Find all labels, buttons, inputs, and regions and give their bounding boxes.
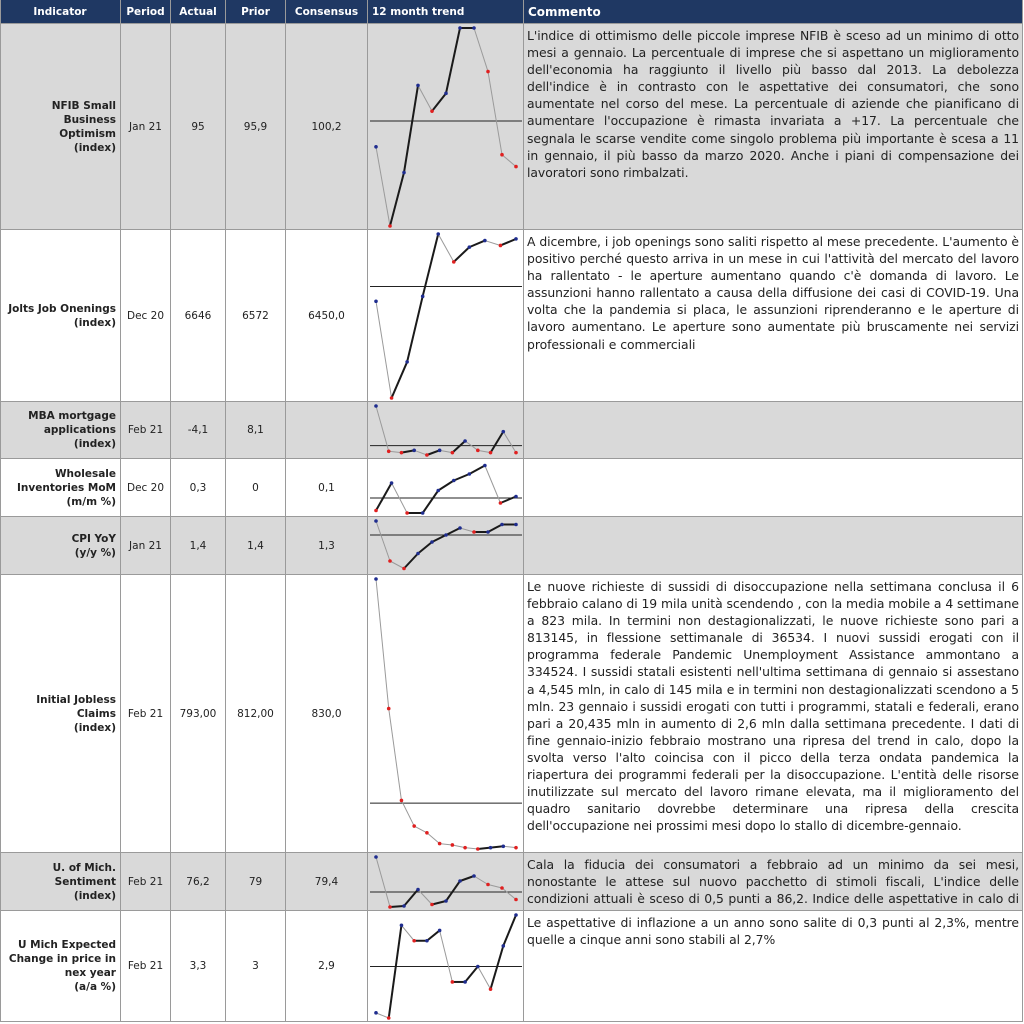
trend-point — [514, 165, 518, 169]
sparkline-nfib — [368, 24, 524, 230]
trend-point — [400, 799, 404, 803]
trend-segment — [502, 888, 516, 900]
trend-point — [430, 903, 434, 907]
trend-cell-jobless — [368, 575, 524, 853]
header-indicator: Indicator — [0, 0, 121, 24]
trend-point — [472, 530, 476, 534]
sparkline-umich-sentiment — [368, 853, 524, 911]
indicator-cell-mba — [0, 402, 121, 459]
consensus-cell-mba — [286, 402, 368, 459]
period-cell-jolts: Dec 20 — [121, 230, 171, 402]
actual-cell-wholesale: 0,3 — [171, 459, 226, 517]
trend-point — [430, 540, 434, 544]
indicator-name: Initial Jobless Claims (index) — [36, 693, 116, 734]
trend-segment — [423, 491, 439, 514]
trend-point — [374, 855, 378, 859]
header-consensus: Consensus — [286, 0, 368, 24]
prior-cell-umich-sentiment: 79 — [226, 853, 286, 911]
trend-segment — [460, 876, 474, 881]
trend-cell-umich-sentiment — [368, 853, 524, 911]
trend-segment — [503, 915, 516, 946]
trend-segment — [389, 925, 402, 1018]
indicator-name: MBA mortgage applications (index) — [28, 410, 116, 450]
trend-point — [500, 886, 504, 890]
trend-segment — [432, 93, 446, 111]
trend-point — [402, 904, 406, 908]
trend-segment — [469, 241, 485, 248]
trend-point — [388, 905, 392, 909]
sparkline-umich-expected — [368, 911, 524, 1022]
trend-point — [438, 929, 442, 933]
trend-point — [421, 295, 425, 299]
period-cell-umich-sentiment: Feb 21 — [121, 853, 171, 911]
trend-segment — [500, 497, 516, 504]
trend-segment — [465, 967, 478, 982]
trend-point — [374, 577, 378, 581]
trend-point — [500, 153, 504, 157]
comment-cell-wholesale — [524, 459, 1023, 517]
consensus-cell-jobless: 830,0 — [286, 575, 368, 853]
comment-text: Cala la fiducia dei consumatori a febbraio ad un minimo da sei mesi, nonostante le attese sul nuovo pacchetto di stimoli fiscali, L'indice delle condizioni attuali è sceso di 0,5 punti a 86,2. Indice delle aspettative in calo di — [527, 857, 1019, 907]
trend-segment — [427, 833, 440, 844]
trend-point — [412, 449, 416, 453]
trend-segment — [460, 528, 474, 532]
comment-text — [524, 459, 1022, 462]
trend-point — [416, 552, 420, 556]
trend-point — [489, 451, 493, 455]
trend-point — [452, 260, 456, 264]
trend-segment — [491, 846, 504, 847]
trend-cell-cpi — [368, 517, 524, 575]
trend-cell-mba — [368, 402, 524, 459]
comment-text — [524, 402, 1022, 405]
trend-point — [472, 26, 476, 30]
consensus-cell-jolts: 6450,0 — [286, 230, 368, 402]
trend-segment — [454, 474, 470, 481]
trend-segment — [376, 579, 389, 709]
trend-point — [501, 430, 505, 434]
trend-segment — [502, 155, 516, 167]
trend-segment — [407, 296, 423, 362]
trend-point — [451, 451, 455, 455]
trend-point — [400, 924, 404, 928]
period-cell-nfib: Jan 21 — [121, 24, 171, 230]
trend-point — [499, 244, 503, 248]
sparkline-wholesale — [368, 459, 524, 517]
actual-cell-jolts: 6646 — [171, 230, 226, 402]
trend-point — [476, 965, 480, 969]
trend-segment — [401, 450, 414, 452]
trend-point — [486, 883, 490, 887]
trend-point — [425, 831, 429, 835]
trend-segment — [478, 848, 491, 849]
trend-point — [388, 559, 392, 563]
trend-segment — [404, 85, 418, 172]
trend-point — [514, 913, 518, 917]
trend-point — [451, 843, 455, 847]
trend-point — [483, 464, 487, 468]
trend-segment — [376, 857, 390, 907]
sparkline-mba — [368, 402, 524, 459]
trend-point — [425, 453, 429, 457]
trend-point — [458, 26, 462, 30]
indicator-cell-jolts — [0, 230, 121, 402]
trend-segment — [432, 535, 446, 542]
trend-point — [501, 944, 505, 948]
trend-segment — [469, 466, 485, 475]
trend-point — [416, 84, 420, 88]
comment-cell-jolts — [524, 230, 1023, 402]
trend-point — [476, 847, 480, 851]
prior-cell-umich-expected: 3 — [226, 911, 286, 1022]
trend-point — [390, 396, 394, 400]
trend-point — [514, 523, 518, 527]
trend-segment — [500, 239, 516, 246]
sparkline-jolts — [368, 230, 524, 402]
trend-point — [514, 451, 518, 455]
trend-cell-jolts — [368, 230, 524, 402]
trend-point — [444, 899, 448, 903]
trend-point — [514, 237, 518, 241]
prior-cell-jobless: 812,00 — [226, 575, 286, 853]
trend-point — [374, 404, 378, 408]
trend-point — [489, 987, 493, 991]
trend-segment — [427, 450, 440, 455]
comment-text: A dicembre, i job openings sono saliti rispetto al mese precedente. L'aumento è positivo perché questo arriva in un mese in cui l'attività del mercato del lavoro ha rallentato - le aperture aumentano quando c'è domanda di lavoro. Le assunzioni hanno rallentato a causa della diffusione dei casi di COVID-19. Una volta che la pandemia si placa, le assunzioni riprenderanno e le aperture di lavoro aumentano. Le aperture sono aumentate più bruscamente nei servizi professionali e commerciali — [527, 234, 1019, 352]
trend-segment — [390, 561, 404, 569]
trend-segment — [485, 466, 501, 504]
indicator-cell-umich-sentiment — [0, 853, 121, 911]
indicator-cell-nfib — [0, 24, 121, 230]
trend-point — [400, 451, 404, 455]
trend-segment — [438, 481, 454, 491]
trend-point — [374, 299, 378, 303]
trend-point — [514, 495, 518, 499]
comment-cell-nfib — [524, 24, 1023, 230]
trend-segment — [488, 525, 502, 533]
comment-text: L'indice di ottimismo delle piccole imprese NFIB è sceso ad un minimo di otto mesi a gennaio. La percentuale di imprese che si aspettano un miglioramento dell'economia ha raggiunto il livello più basso dal 2013. La debolezza dell'indice è in contrasto con le aspettative dei consumatori, che sono aumentate nel corso del mese. La percentuale di aziende che pianificano di aumentare l'occupazione è rimasta invariata a +17. La percentuale che segnala le scarse vendite come singolo problema più importante è scesa a 11 in gennaio, il più basso da marzo 2020. Anche i piani di compensazione dei lavoratori sono rimbalzati. — [527, 28, 1019, 180]
trend-segment — [474, 28, 488, 72]
trend-segment — [465, 848, 478, 849]
trend-segment — [392, 362, 408, 398]
indicator-cell-wholesale — [0, 459, 121, 517]
trend-point — [438, 449, 442, 453]
trend-point — [476, 449, 480, 453]
trend-point — [472, 874, 476, 878]
trend-segment — [376, 521, 390, 561]
trend-segment — [446, 528, 460, 535]
trend-segment — [389, 451, 402, 452]
prior-cell-cpi: 1,4 — [226, 517, 286, 575]
trend-segment — [414, 826, 427, 833]
trend-point — [416, 888, 420, 892]
indicator-cell-jobless — [0, 575, 121, 853]
trend-segment — [389, 709, 402, 801]
trend-segment — [376, 147, 390, 226]
indicator-name: NFIB Small Business Optimism (index) — [51, 99, 116, 154]
trend-segment — [454, 247, 470, 262]
trend-cell-wholesale — [368, 459, 524, 517]
indicator-name: CPI YoY (y/y %) — [71, 532, 116, 559]
actual-cell-umich-expected: 3,3 — [171, 911, 226, 1022]
trend-segment — [491, 946, 504, 989]
trend-point — [387, 707, 391, 711]
trend-segment — [478, 450, 491, 452]
indicator-cell-umich-expected — [0, 911, 121, 1022]
trend-point — [387, 449, 391, 453]
trend-point — [438, 842, 442, 846]
period-cell-mba: Feb 21 — [121, 402, 171, 459]
trend-point — [388, 224, 392, 228]
trend-point — [412, 824, 416, 828]
trend-segment — [404, 554, 418, 569]
comment-cell-umich-sentiment — [524, 853, 1023, 911]
prior-cell-nfib: 95,9 — [226, 24, 286, 230]
trend-segment — [491, 432, 504, 453]
trend-point — [421, 511, 425, 515]
comment-cell-cpi — [524, 517, 1023, 575]
period-cell-cpi: Jan 21 — [121, 517, 171, 575]
trend-point — [430, 109, 434, 113]
trend-point — [514, 898, 518, 902]
trend-segment — [446, 28, 460, 93]
trend-point — [489, 846, 493, 850]
trend-segment — [427, 930, 440, 940]
header-trend: 12 month trend — [368, 0, 524, 24]
trend-segment — [478, 967, 491, 990]
trend-point — [483, 239, 487, 243]
actual-cell-umich-sentiment: 76,2 — [171, 853, 226, 911]
trend-point — [468, 245, 472, 249]
trend-point — [387, 1016, 391, 1020]
trend-segment — [376, 301, 392, 398]
trend-point — [402, 567, 406, 571]
comment-cell-jobless — [524, 575, 1023, 853]
trend-point — [451, 980, 455, 984]
comment-cell-mba — [524, 402, 1023, 459]
prior-cell-wholesale: 0 — [226, 459, 286, 517]
trend-point — [452, 479, 456, 483]
trend-segment — [446, 881, 460, 901]
trend-segment — [485, 241, 501, 246]
trend-point — [468, 472, 472, 476]
trend-point — [444, 92, 448, 96]
trend-segment — [390, 173, 404, 226]
comment-text: Le nuove richieste di sussidi di disoccupazione nella settimana conclusa il 6 febbraio calano di 19 mila unità scendendo , con la media mobile a 4 settimane a 823 mila. In termini non destagionalizzati, le nuove richieste sono pari a 813145, in flessione settimanale di 36534. I nuovi sussidi erogati con il programma federale Pandemic Unemployment Assistance ammontano a 334524. I sussidi statali esistenti nell'ultima settimana di gennaio si assestano a 4,545 mln, in calo di 145 mila e in termini non destagionalizzati scendono a 5 mln. 23 gennaio i sussidi erogati con tutti i programmi, statali e federali, erano pari a 20,435 mln in aumento di 2,6 mln dalla settimana precedente. I dati di fine gennaio-inizio febbraio mostrano una ripresa del trend in calo, dopo la svolta verso l'alto coincisa con il picco della terza ondata pandemica la riapertura dei programmi federali per la disoccupazione. L'entità delle risorse inutilizzate sul mercato del lavoro rimane elevata, ma il miglioramento del quadro sanitario dovrebbe determinare una ripresa della crescita dell'occupazione nei prossimi mesi dopo lo stallo di dicembre-gennaio. — [527, 579, 1019, 834]
period-cell-jobless: Feb 21 — [121, 575, 171, 853]
table-left-border — [0, 0, 1, 1022]
consensus-cell-wholesale: 0,1 — [286, 459, 368, 517]
trend-point — [463, 439, 467, 443]
actual-cell-nfib: 95 — [171, 24, 226, 230]
trend-point — [374, 519, 378, 523]
trend-point — [405, 360, 409, 364]
trend-segment — [432, 901, 446, 905]
trend-point — [444, 533, 448, 537]
trend-point — [436, 232, 440, 236]
header-period: Period — [121, 0, 171, 24]
indicator-name: Jolts Job Onenings (index) — [8, 302, 116, 329]
trend-segment — [440, 930, 453, 982]
consensus-cell-cpi: 1,3 — [286, 517, 368, 575]
trend-segment — [440, 844, 453, 845]
sparkline-jobless — [368, 575, 524, 853]
period-cell-wholesale: Dec 20 — [121, 459, 171, 517]
trend-point — [486, 70, 490, 74]
trend-segment — [376, 483, 392, 511]
trend-segment — [376, 1013, 389, 1018]
trend-point — [412, 939, 416, 943]
actual-cell-jobless: 793,00 — [171, 575, 226, 853]
trend-point — [374, 145, 378, 149]
trend-segment — [488, 72, 502, 155]
consensus-cell-nfib: 100,2 — [286, 24, 368, 230]
header-actual: Actual — [171, 0, 226, 24]
trend-segment — [418, 85, 432, 111]
header-prior: Prior — [226, 0, 286, 24]
trend-segment — [474, 876, 488, 885]
trend-point — [500, 523, 504, 527]
trend-segment — [503, 432, 516, 453]
prior-cell-jolts: 6572 — [226, 230, 286, 402]
trend-point — [405, 511, 409, 515]
trend-segment — [440, 450, 453, 452]
indicator-name: U Mich Expected Change in price in nex year (a/a %) — [8, 939, 116, 993]
sparkline-cpi — [368, 517, 524, 575]
trend-point — [390, 481, 394, 485]
indicator-name: Wholesale Inventories MoM (m/m %) — [17, 467, 116, 508]
trend-cell-nfib — [368, 24, 524, 230]
trend-segment — [414, 450, 427, 455]
header-comment: Commento — [524, 0, 1023, 24]
trend-point — [458, 879, 462, 883]
consensus-cell-umich-sentiment: 79,4 — [286, 853, 368, 911]
trend-segment — [401, 925, 414, 940]
trend-segment — [452, 845, 465, 848]
indicator-cell-cpi — [0, 517, 121, 575]
trend-point — [463, 846, 467, 850]
trend-segment — [401, 800, 414, 826]
trend-point — [463, 980, 467, 984]
trend-cell-umich-expected — [368, 911, 524, 1022]
actual-cell-mba: -4,1 — [171, 402, 226, 459]
trend-point — [436, 489, 440, 493]
trend-point — [499, 501, 503, 505]
trend-segment — [488, 885, 502, 889]
trend-segment — [452, 441, 465, 453]
prior-cell-mba: 8,1 — [226, 402, 286, 459]
trend-point — [501, 845, 505, 849]
trend-segment — [376, 406, 389, 451]
trend-point — [486, 530, 490, 534]
trend-segment — [503, 846, 516, 847]
trend-segment — [418, 542, 432, 554]
comment-text — [524, 517, 1022, 520]
trend-point — [458, 526, 462, 530]
actual-cell-cpi: 1,4 — [171, 517, 226, 575]
trend-point — [425, 939, 429, 943]
trend-point — [402, 171, 406, 175]
comment-text: Le aspettative di inflazione a un anno sono salite di 0,3 punti al 2,3%, mentre quelle a cinque anni sono stabili al 2,7% — [527, 915, 1019, 948]
trend-segment — [438, 234, 454, 262]
consensus-cell-umich-expected: 2,9 — [286, 911, 368, 1022]
trend-point — [374, 1011, 378, 1015]
indicator-name: U. of Mich. Sentiment (index) — [52, 861, 116, 902]
period-cell-umich-expected: Feb 21 — [121, 911, 171, 1022]
trend-point — [514, 846, 518, 850]
comment-cell-umich-expected — [524, 911, 1023, 1022]
trend-segment — [390, 906, 404, 907]
trend-point — [374, 509, 378, 513]
